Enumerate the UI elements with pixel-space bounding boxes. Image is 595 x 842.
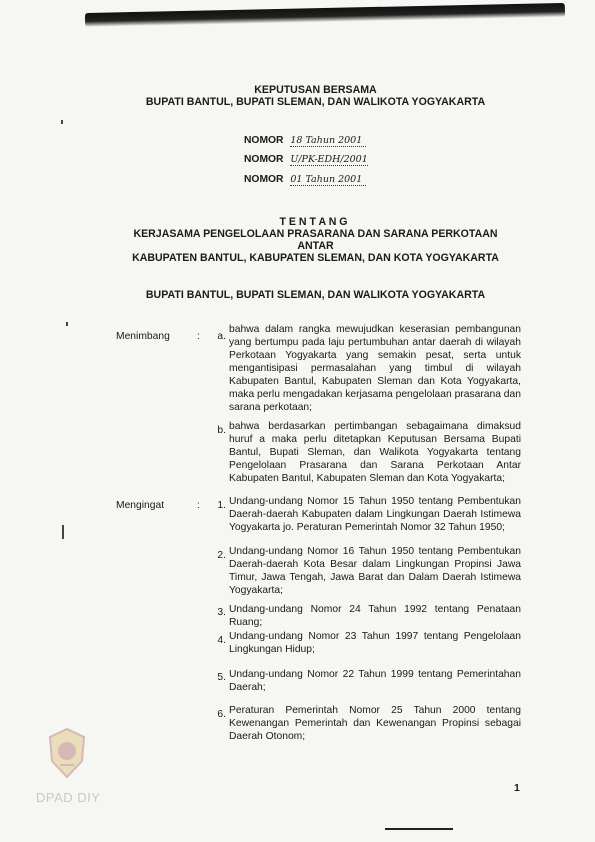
nomor-value: 01 Tahun 2001: [290, 174, 366, 186]
scan-edge-shadow: [85, 3, 565, 27]
mengingat-item-6: Peraturan Pemerintah Nomor 25 Tahun 2000 tentang Kewenangan Pemerintah dan Kewenangan Propinsi sebagai Daerah Otonom;: [229, 705, 521, 742]
nomor-row-3: [244, 174, 366, 186]
mengingat-num-6: 6.: [217, 709, 226, 720]
bottom-rule: [385, 828, 453, 830]
nomor-value: 18 Tahun 2001: [290, 135, 366, 147]
menimbang-num-a: a.: [217, 331, 226, 342]
mengingat-num-4: 4.: [217, 635, 226, 646]
mengingat-num-2: 2.: [217, 550, 226, 561]
menimbang-item-b: bahwa berdasarkan pertimbangan sebagaimana dimaksud huruf a maka perlu ditetapkan Keputusan Bersama Bupati Bantul, Bupati Sleman, dan Walikota Yogyakarta tentang Pengelolaan Prasarana dan Sarana Perkotaan Antar Kabupaten Bantul, Kabupaten Sleman dan Kota Yogyakarta;: [229, 421, 521, 484]
nomor-row-1: [244, 135, 366, 147]
nomor-value: U/PK-EDH/2001: [290, 154, 368, 165]
mengingat-item-2: Undang-undang Nomor 16 Tahun 1950 tentang Pembentukan Daerah-daerah Kota Besar dalam Lingkungan Propinsi Jawa Timur, Jawa Tengah, Jawa Barat dan Dalam Daerah Istimewa Yogyakarta;: [229, 546, 521, 596]
menimbang-label: Menimbang: [116, 331, 170, 342]
scan-speck: [61, 120, 63, 124]
nomor-label: NOMOR: [244, 154, 284, 165]
tentang-heading: T E N T A N G: [279, 216, 348, 228]
issuer-heading: BUPATI BANTUL, BUPATI SLEMAN, DAN WALIKOTA YOGYAKARTA: [145, 289, 486, 301]
mengingat-item-1: Undang-undang Nomor 15 Tahun 1950 tentang Pembentukan Daerah-daerah Kabupaten dalam Lingkungan Daerah Istimewa Yogyakarta jo. Peraturan Pemerintah Nomor 32 Tahun 1950;: [229, 496, 521, 533]
seal-emblem-icon: [46, 727, 88, 779]
menimbang-item-a: bahwa dalam rangka mewujudkan keserasian pembangunan yang bertumpu pada laju pertumbuhan antar daerah di wilayah Perkotaan Yogyakarta yang semakin pesat, serta untuk mengantisipasi permasalahan yang timbul di wilayah Kabupaten Bantul, Kabupaten Sleman dan Kota Yogyakarta, maka perlu mengadakan kerjasama pengelolaan prasarana dan sarana perkotaan;: [229, 324, 521, 413]
tentang-line2: ANTAR: [297, 240, 334, 252]
header-line1: KEPUTUSAN BERSAMA: [254, 84, 377, 96]
nomor-row-2: [244, 154, 368, 166]
watermark-text: DPAD DIY: [36, 790, 101, 805]
menimbang-colon: :: [197, 331, 200, 342]
menimbang-num-b: b.: [217, 425, 226, 436]
mengingat-num-1: 1.: [217, 500, 226, 511]
mengingat-item-4: Undang-undang Nomor 23 Tahun 1997 tentang Pengelolaan Lingkungan Hidup;: [229, 631, 521, 655]
mengingat-item-5: Undang-undang Nomor 22 Tahun 1999 tentang Pemerintahan Daerah;: [229, 669, 521, 693]
nomor-label: NOMOR: [244, 174, 284, 185]
mengingat-num-5: 5.: [217, 672, 226, 683]
mengingat-colon: :: [197, 500, 200, 511]
tentang-line1: KERJASAMA PENGELOLAAN PRASARANA DAN SARANA PERKOTAAN: [133, 228, 498, 240]
scan-speck: [66, 322, 68, 326]
page-number: 1: [514, 782, 520, 794]
scan-speck: [62, 525, 64, 539]
header-line2: BUPATI BANTUL, BUPATI SLEMAN, DAN WALIKOTA YOGYAKARTA: [145, 96, 486, 108]
mengingat-label: Mengingat: [116, 500, 165, 511]
nomor-label: NOMOR: [244, 135, 284, 146]
mengingat-item-3: Undang-undang Nomor 24 Tahun 1992 tentang Penataan Ruang;: [229, 604, 521, 628]
mengingat-num-3: 3.: [217, 607, 226, 618]
tentang-line3: KABUPATEN BANTUL, KABUPATEN SLEMAN, DAN KOTA YOGYAKARTA: [132, 252, 499, 264]
